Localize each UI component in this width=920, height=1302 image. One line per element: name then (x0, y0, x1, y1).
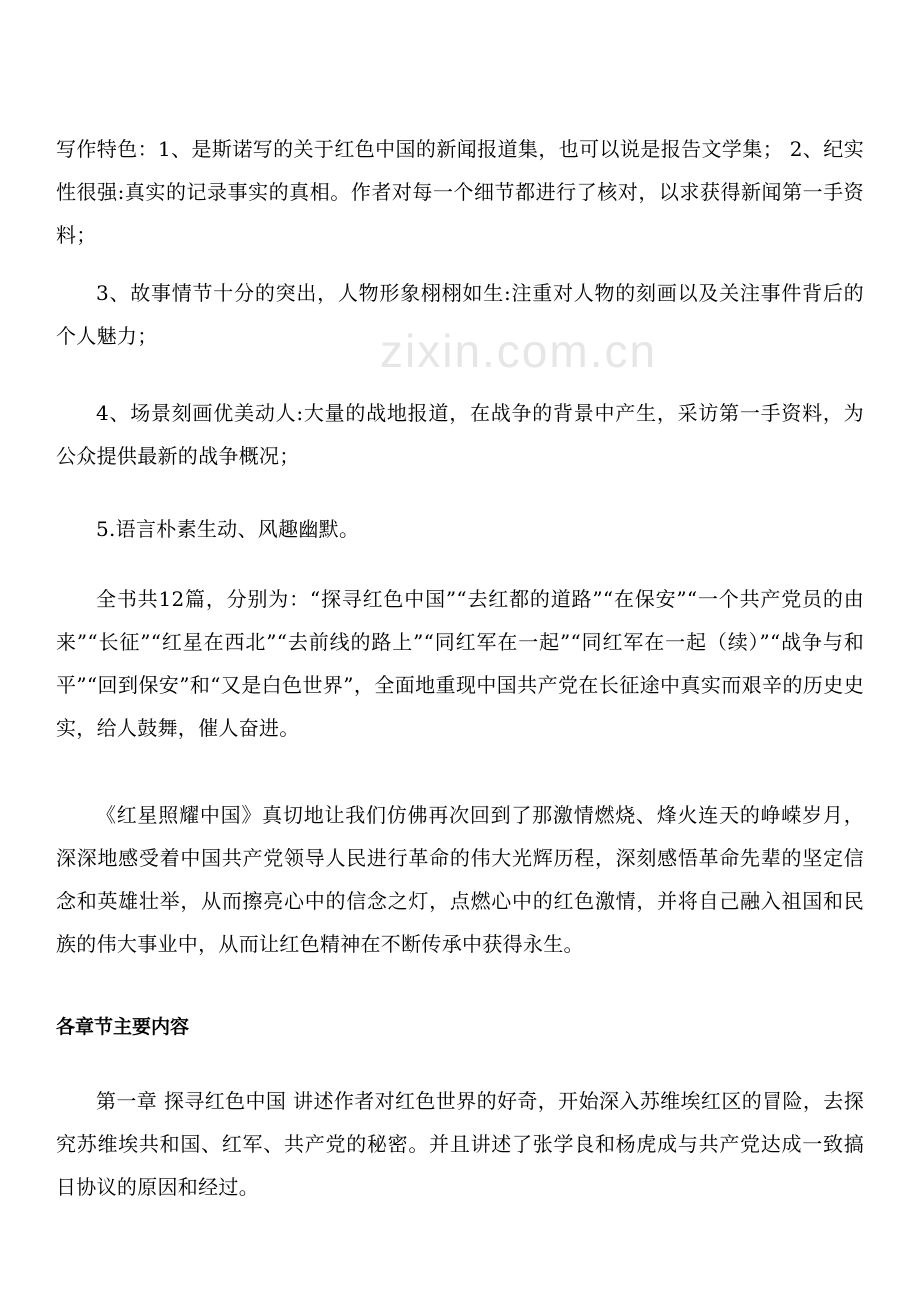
chapter-1-paragraph: 第一章 探寻红色中国 讲述作者对红色世界的好奇，开始深入苏维埃红区的冒险，去探究苏维埃共和国、红军、共产党的秘密。并且讲述了张学良和杨虎成与共产党达成一致搞日协议的原因和经过。 (56, 1089, 864, 1199)
book-reflection-paragraph: 《红星照耀中国》真切地让我们仿佛再次回到了那激情燃烧、烽火连天的峥嵘岁月，深深地感受着中国共产党领导人民进行革命的伟大光辉历程，深刻感悟革命先辈的坚定信念和英雄壮举，从而擦亮心中的信念之灯，点燃心中的红色激情，并将自己融入祖国和民族的伟大事业中，从而让红色精神在不断传承中获得永生。 (56, 803, 864, 956)
feature-3-paragraph: 3、故事情节十分的突出，人物形象栩栩如生:注重对人物的刻画以及关注事件背后的个人魅力； (56, 281, 864, 348)
feature-5-paragraph: 5.语言朴素生动、风趣幽默。 (96, 517, 360, 541)
book-contents-paragraph: 全书共12篇，分别为：“探寻红色中国”“去红都的道路”“在保安”“一个共产党员的由来”“长征”“红星在西北”“去前线的路上”“同红军在一起”“同红军在一起（续）”“战争与和平”“回到保安”和“又是白色世界”，全面地重现中国共产党在长征途中真实而艰辛的历史史实，给人鼓舞，催人奋进。 (56, 587, 864, 740)
chapters-heading: 各章节主要内容 (56, 1016, 190, 1038)
feature-4-paragraph: 4、场景刻画优美动人:大量的战地报道，在战争的背景中产生，采访第一手资料，为公众提供最新的战争概况； (56, 401, 864, 468)
watermark: zixin.com.cn (380, 325, 658, 377)
writing-features-paragraph: 写作特色：1、是斯诺写的关于红色中国的新闻报道集，也可以说是报告文学集； 2、纪实性很强:真实的记录事实的真相。作者对每一个细节都进行了核对，以求获得新闻第一手资料； (56, 137, 864, 247)
